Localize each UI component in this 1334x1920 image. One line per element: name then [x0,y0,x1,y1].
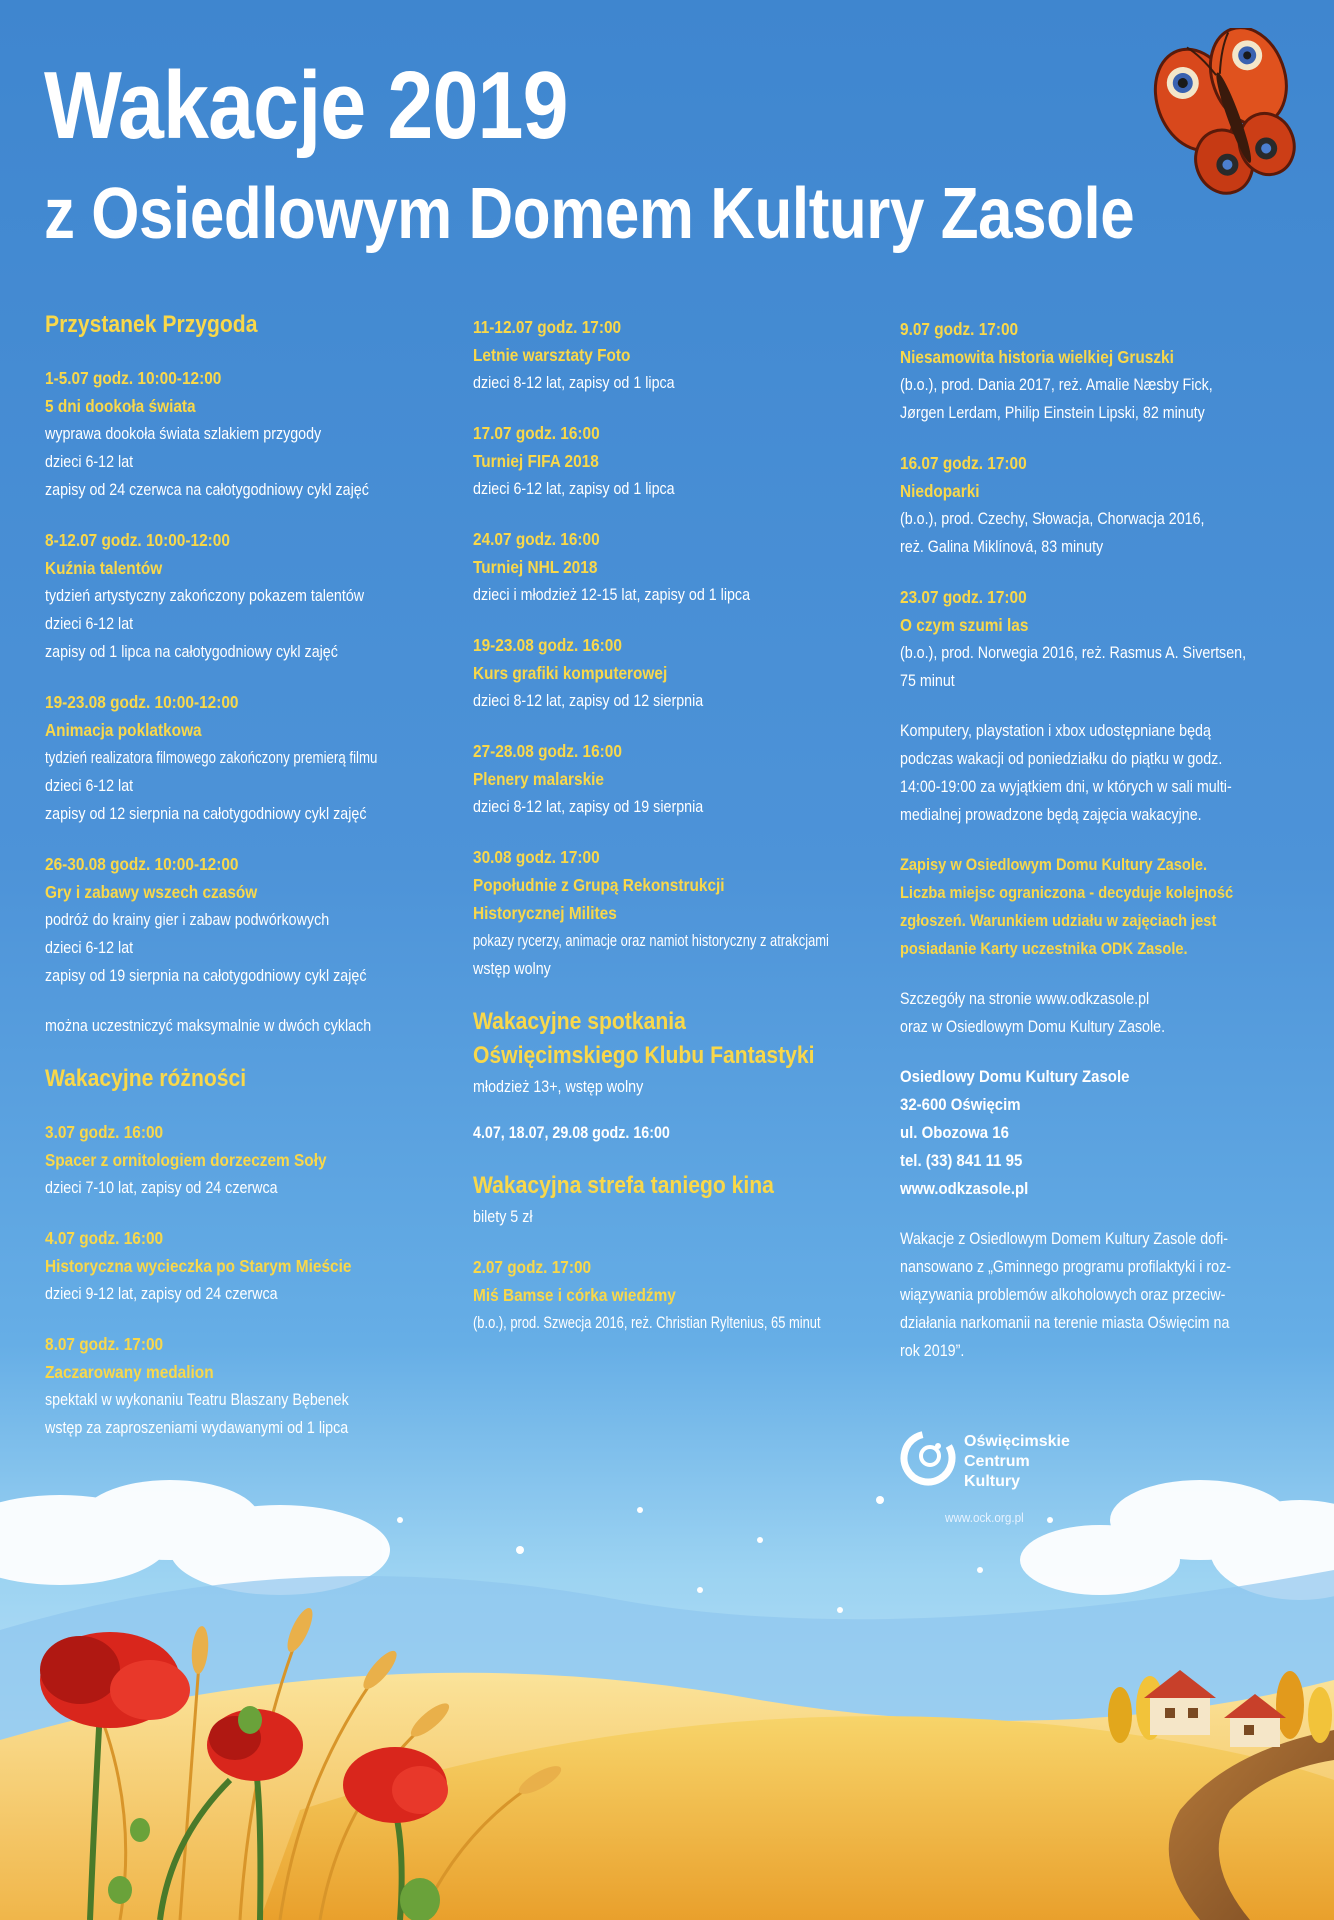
event-date: 19-23.08 godz. 10:00-12:00 [45,692,239,712]
page-title: Wakacje 2019 [44,52,568,159]
event-desc: dzieci 9-12 lat, zapisy od 24 czerwca [45,1284,278,1303]
event-desc: (b.o.), prod. Dania 2017, reż. Amalie Næsby Fick, [900,375,1213,394]
event-date: 8.07 godz. 17:00 [45,1334,164,1354]
signup-line: Liczba miejsc ograniczona - decyduje kolejność [900,883,1234,902]
event-desc: dzieci 6-12 lat [45,938,134,957]
event-name: Historycznej Milites [473,903,617,923]
event-desc: wstęp wolny [473,959,551,978]
event-date: 19-23.08 godz. 16:00 [473,635,622,655]
event-date: 8-12.07 godz. 10:00-12:00 [45,530,230,550]
event-desc: tydzień artystyczny zakończony pokazem talentów [45,586,365,605]
event-desc: dzieci 8-12 lat, zapisy od 12 sierpnia [473,691,704,710]
column-middle [473,313,873,1337]
signup-line: zgłoszeń. Warunkiem udziału w zajęciach jest [900,911,1217,930]
event-desc: tydzień realizatora filmowego zakończony premierą filmu [45,748,378,767]
funding-line: wiązywania problemów alkoholowych oraz przeciw- [900,1285,1226,1304]
signup-line: Zapisy w Osiedlowym Domu Kultury Zasole. [900,855,1208,874]
ock-logo-icon [900,1430,956,1486]
contact-city: 32-600 Oświęcim [900,1095,1021,1114]
funding-line: nansowano z „Gminnego programu profilaktyki i roz- [900,1257,1231,1276]
event-desc: dzieci 6-12 lat [45,776,134,795]
event-desc: dzieci 8-12 lat, zapisy od 1 lipca [473,373,675,392]
column-left [45,308,435,1442]
event-item [473,737,873,821]
event-desc: (b.o.), prod. Czechy, Słowacja, Chorwacja 2016, [900,509,1205,528]
event-name: Gry i zabawy wszech czasów [45,882,258,902]
event-item [45,364,435,504]
ock-logo-line: Centrum [964,1453,1030,1470]
event-name: Animacja poklatkowa [45,720,202,740]
contact-block [900,1063,1300,1203]
event-name: Plenery malarskie [473,769,604,789]
event-item [45,688,435,828]
event-name: Miś Bamse i córka wiedźmy [473,1285,676,1305]
landscape-illustration [0,1480,1334,1920]
contact-website: www.odkzasole.pl [900,1179,1029,1198]
event-desc: wyprawa dookoła świata szlakiem przygody [45,424,322,443]
event-desc: wstęp za zaproszeniami wydawanymi od 1 lipca [45,1418,349,1437]
details-line: oraz w Osiedlowym Domu Kultury Zasole. [900,1017,1166,1036]
event-item [473,1253,873,1337]
event-desc: dzieci 6-12 lat [45,452,134,471]
event-desc: zapisy od 24 czerwca na całotygodniowy cykl zajęć [45,480,369,499]
event-desc: reż. Galina Miklínová, 83 minuty [900,537,1104,556]
event-desc: (b.o.), prod. Norwegia 2016, reż. Rasmus A. Sivertsen, [900,643,1247,662]
signup-note [900,851,1300,963]
funding-line: Wakacje z Osiedlowym Domem Kultury Zasole dofi- [900,1229,1229,1248]
column-right [900,315,1300,1365]
event-date: 23.07 godz. 17:00 [900,587,1027,607]
event-name: Popołudnie z Grupą Rekonstrukcji [473,875,725,895]
contact-phone: tel. (33) 841 11 95 [900,1151,1023,1170]
event-date: 27-28.08 godz. 16:00 [473,741,622,761]
event-name: Historyczna wycieczka po Starym Mieście [45,1256,352,1276]
event-name: O czym szumi las [900,615,1029,635]
computers-line: Komputery, playstation i xbox udostępniane będą [900,721,1211,740]
event-item [900,315,1300,427]
event-desc: dzieci 6-12 lat, zapisy od 1 lipca [473,479,675,498]
computers-line: 14:00-19:00 za wyjątkiem dni, w których w sali multi- [900,777,1232,796]
event-desc: spektakl w wykonaniu Teatru Blaszany Bębenek [45,1390,349,1409]
event-item [45,526,435,666]
contact-name: Osiedlowy Domu Kultury Zasole [900,1067,1130,1086]
event-date: 3.07 godz. 16:00 [45,1122,164,1142]
details-note [900,985,1300,1041]
event-desc: 75 minut [900,671,955,690]
event-desc: zapisy od 12 sierpnia na całotygodniowy cykl zajęć [45,804,367,823]
event-desc: dzieci 7-10 lat, zapisy od 24 czerwca [45,1178,278,1197]
event-item [45,1224,435,1308]
section-title-przystanek: Przystanek Przygoda [45,311,258,338]
computers-line: medialnej prowadzone będą zajęcia wakacyjne. [900,805,1202,824]
event-date: 1-5.07 godz. 10:00-12:00 [45,368,222,388]
computers-note [900,717,1300,829]
event-date: 30.08 godz. 17:00 [473,847,600,867]
section-title-fantastyka: Wakacyjne spotkania [473,1008,686,1035]
contact-street: ul. Obozowa 16 [900,1123,1009,1142]
event-desc: Jørgen Lerdam, Philip Einstein Lipski, 82 minuty [900,403,1205,422]
cinema-price: bilety 5 zł [473,1207,533,1226]
event-desc: dzieci 6-12 lat [45,614,134,633]
ock-logo-line: Oświęcimskie [964,1433,1070,1450]
event-date: 2.07 godz. 17:00 [473,1257,592,1277]
title-block [44,52,1284,258]
section-title-kino: Wakacyjna strefa taniego kina [473,1172,774,1199]
event-date: 24.07 godz. 16:00 [473,529,600,549]
event-name: Niedoparki [900,481,980,501]
section-title-roznosci: Wakacyjne różności [45,1065,247,1092]
cycle-note: można uczestniczyć maksymalnie w dwóch cyklach [45,1016,372,1035]
event-name: Spacer z ornitologiem dorzeczem Soły [45,1150,327,1170]
event-item [900,583,1300,695]
event-name: Turniej NHL 2018 [473,557,598,577]
event-name: Kuźnia talentów [45,558,163,578]
section-title-fantastyka-2: Oświęcimskiego Klubu Fantastyki [473,1042,815,1069]
event-name: Letnie warsztaty Foto [473,345,631,365]
event-desc: zapisy od 1 lipca na całotygodniowy cykl zajęć [45,642,338,661]
event-desc: pokazy rycerzy, animacje oraz namiot historyczny z atrakcjami [473,931,829,950]
page-subtitle: z Osiedlowym Domem Kultury Zasole [44,174,1135,254]
fantasy-dates: 4.07, 18.07, 29.08 godz. 16:00 [473,1123,670,1142]
funding-note [900,1225,1300,1365]
event-date: 9.07 godz. 17:00 [900,319,1019,339]
event-date: 4.07 godz. 16:00 [45,1228,164,1248]
event-name: Turniej FIFA 2018 [473,451,599,471]
event-date: 11-12.07 godz. 17:00 [473,317,622,337]
event-desc: podróż do krainy gier i zabaw podwórkowych [45,910,330,929]
details-line: Szczegóły na stronie www.odkzasole.pl [900,989,1150,1008]
funding-line: rok 2019”. [900,1341,965,1360]
event-date: 16.07 godz. 17:00 [900,453,1027,473]
event-name: Zaczarowany medalion [45,1362,214,1382]
event-item [45,850,435,990]
fantasy-desc: młodzież 13+, wstęp wolny [473,1077,644,1096]
event-date: 26-30.08 godz. 10:00-12:00 [45,854,239,874]
event-date: 17.07 godz. 16:00 [473,423,600,443]
funding-line: działania narkomanii na terenie miasta Oświęcim na [900,1313,1230,1332]
computers-line: podczas wakacji od poniedziałku do piątku w godz. [900,749,1223,768]
event-desc: zapisy od 19 sierpnia na całotygodniowy cykl zajęć [45,966,367,985]
event-name: Kurs grafiki komputerowej [473,663,668,683]
event-item [473,631,873,715]
event-item [45,1118,435,1202]
event-item [473,525,873,609]
butterfly-illustration [1152,28,1312,198]
event-item [45,1330,435,1442]
event-item [900,449,1300,561]
ock-logo-line: Kultury [964,1473,1020,1490]
ock-url: www.ock.org.pl [945,1510,1024,1525]
event-desc: (b.o.), prod. Szwecja 2016, reż. Christian Ryltenius, 65 minut [473,1313,821,1332]
signup-line: posiadanie Karty uczestnika ODK Zasole. [900,939,1188,958]
event-item [473,419,873,503]
event-item [473,313,873,397]
event-desc: dzieci 8-12 lat, zapisy od 19 sierpnia [473,797,704,816]
event-name: 5 dni dookoła świata [45,396,196,416]
event-name: Niesamowita historia wielkiej Gruszki [900,347,1174,367]
event-desc: dzieci i młodzież 12-15 lat, zapisy od 1 lipca [473,585,751,604]
event-item [473,843,873,983]
